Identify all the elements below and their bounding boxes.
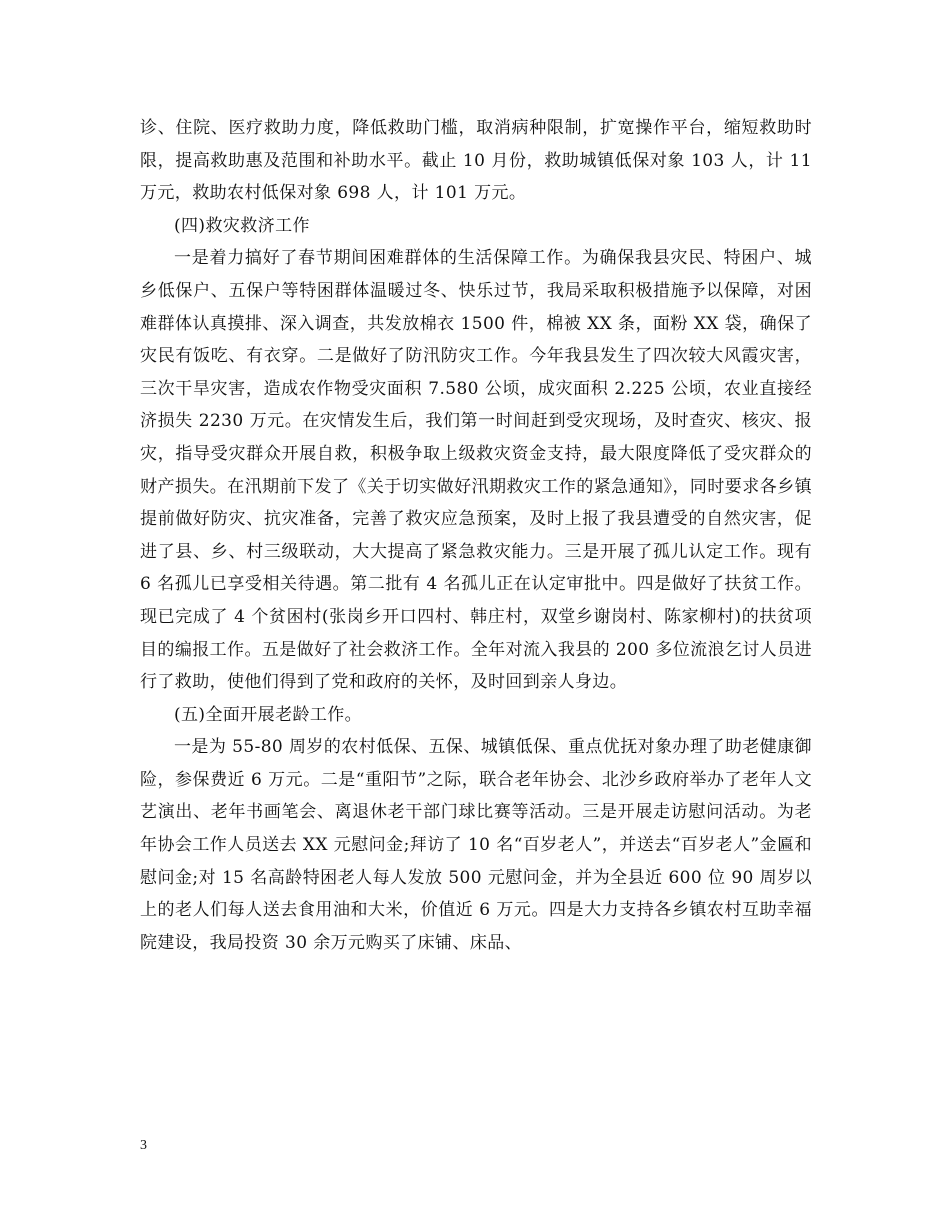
section-heading-4: (四)救灾救济工作 (174, 215, 310, 236)
paragraph-continued: 诊、住院、医疗救助力度，降低救助门槛，取消病种限制，扩宽操作平台，缩短救助时限，提高救助惠及范围和补助水平。截止 10 月份，救助城镇低保对象 103 人，计 11 万元，救助农村低保对象 698 人，计 101 万元。 (140, 118, 812, 204)
body-text (140, 112, 812, 959)
section-heading-5: (五)全面开展老龄工作。 (174, 704, 363, 725)
paragraph-disaster-relief: 一是着力搞好了春节期间困难群体的生活保障工作。为确保我县灾民、特困户、城乡低保户、五保户等特困群体温暖过冬、快乐过节，我局采取积极措施予以保障，对困难群体认真摸排、深入调查，共发放棉衣 1500 件，棉被 XX 条，面粉 XX 袋，确保了灾民有饭吃、有衣穿。二是做好了防汛防灾工作。今年我县发生了四次较大风霞灾害，三次干旱灾害，造成农作物受灾面积 7.580 公顷，成灾面积 2.225 公顷，农业直接经济损失 2230 万元。在灾情发生后，我们第一时间赶到受灾现场，及时查灾、核灾、报灾，指导受灾群众开展自救，积极争取上级救灾资金支持，最大限度降低了受灾群众的财产损失。在汛期前下发了《关于切实做好汛期救灾工作的紧急通知》，同时要求各乡镇提前做好防灾、抗灾准备，完善了救灾应急预案，及时上报了我县遭受的自然灾害，促进了县、乡、村三级联动，大大提高了紧急救灾能力。三是开展了孤儿认定工作。现有 6 名孤儿已享受相关待遇。第二批有 4 名孤儿正在认定审批中。四是做好了扶贫工作。现已完成了 4 个贫困村(张岗乡开口四村、韩庄村，双堂乡谢岗村、陈家柳村)的扶贫项目的编报工作。五是做好了社会救济工作。全年对流入我县的 200 多位流浪乞讨人员进行了救助，使他们得到了党和政府的关怀，及时回到亲人身边。 (140, 248, 812, 693)
page-number: 3 (140, 1138, 147, 1153)
paragraph-elderly-work: 一是为 55-80 周岁的农村低保、五保、城镇低保、重点优抚对象办理了助老健康御险，参保费近 6 万元。二是“重阳节”之际，联合老年协会、北沙乡政府举办了老年人文艺演出、老年书画笔会、离退休老干部门球比赛等活动。三是开展走访慰问活动。为老年协会工作人员送去 XX 元慰问金;拜访了 10 名“百岁老人”，并送去“百岁老人”金匾和慰问金;对 15 名高龄特困老人每人发放 500 元慰问金，并为全县近 600 位 90 周岁以上的老人们每人送去食用油和大米，价值近 6 万元。四是大力支持各乡镇农村互助幸福院建设，我局投资 30 余万元购买了床铺、床品、 (140, 737, 812, 953)
